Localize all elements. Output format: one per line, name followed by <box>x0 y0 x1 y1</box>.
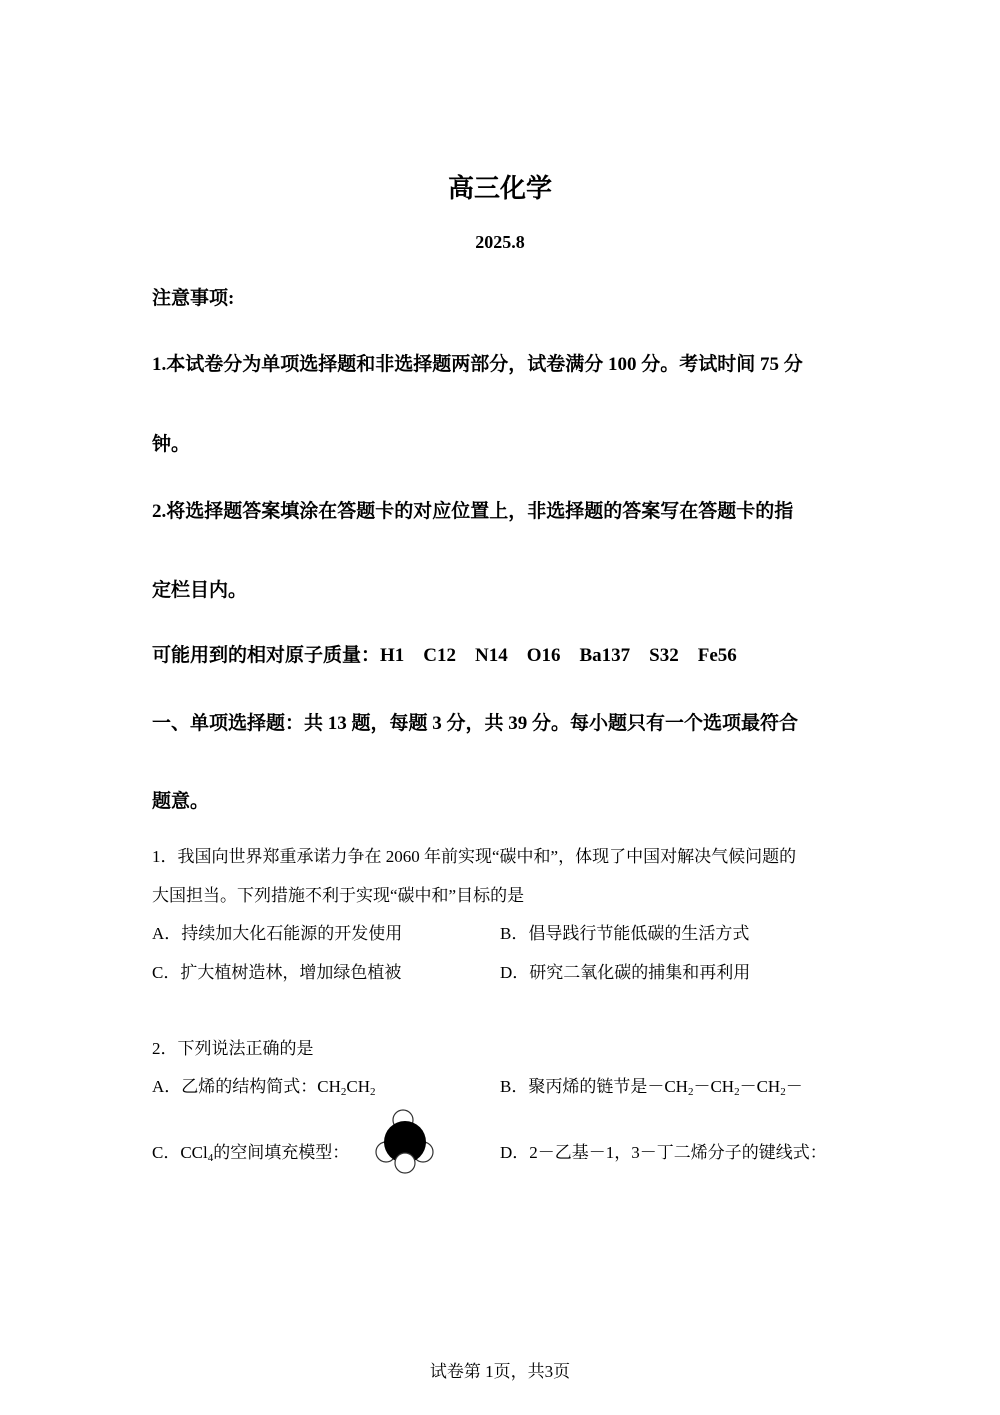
q1-stem-line-1: 1．我国向世界郑重承诺力争在 2060 年前实现“碳中和”，体现了中国对解决气候问题的 <box>152 847 797 866</box>
section-1-heading-line-2: 题意。 <box>152 791 210 812</box>
q2-option-c-prefix: C．CCl <box>152 1143 208 1162</box>
formula-ch: CH <box>664 1077 688 1096</box>
exam-date: 2025.8 <box>475 232 525 252</box>
q1-option-d: D．研究二氧化碳的捕集和再利用 <box>500 963 751 982</box>
subscript: 4 <box>207 1152 214 1164</box>
subscript: 2 <box>734 1086 740 1098</box>
notice-item-1-line-2: 钟。 <box>152 434 191 455</box>
q2-option-b-prefix: B．聚丙烯的链节是－ <box>500 1077 665 1096</box>
subscript: 2 <box>687 1086 694 1098</box>
formula-dash: － <box>785 1077 803 1096</box>
space-filling-model-image <box>372 1106 438 1176</box>
q2-option-c-suffix: 的空间填充模型： <box>213 1143 350 1162</box>
notice-item-2-line-1: 2.将选择题答案填涂在答题卡的对应位置上，非选择题的答案写在答题卡的指 <box>152 501 794 522</box>
q1-option-a: A．持续加大化石能源的开发使用 <box>152 924 403 943</box>
q1-stem-line-2: 大国担当。下列措施不利于实现“碳中和”目标的是 <box>152 886 525 905</box>
page-footer: 试卷第 1页，共3页 <box>429 1362 571 1381</box>
q2-option-b <box>500 1072 803 1098</box>
notice-item-1-line-1: 1.本试卷分为单项选择题和非选择题两部分，试卷满分 100 分。考试时间 75 分 <box>152 354 803 375</box>
subscript: 2 <box>370 1086 376 1098</box>
section-1-heading-line-1: 一、单项选择题：共 13 题，每题 3 分，共 39 分。每小题只有一个选项最符合 <box>152 713 799 734</box>
formula-ch: －CH <box>739 1077 781 1096</box>
q2-stem: 2．下列说法正确的是 <box>152 1039 314 1058</box>
formula-ch: －CH <box>693 1077 735 1096</box>
q2-option-c <box>152 1138 349 1164</box>
page-title: 高三化学 <box>447 174 552 204</box>
q2-option-a <box>152 1072 376 1098</box>
subscript: 2 <box>340 1086 347 1098</box>
formula-ch: CH <box>317 1077 341 1096</box>
notice-heading: 注意事项: <box>152 288 235 309</box>
formula-ch: CH <box>346 1077 371 1096</box>
q1-option-c: C．扩大植树造林，增加绿色植被 <box>152 963 402 982</box>
q2-option-a-prefix: A．乙烯的结构简式： <box>152 1077 318 1096</box>
atomic-masses: 可能用到的相对原子质量：H1 C12 N14 O16 Ba137 S32 Fe56 <box>152 645 737 666</box>
subscript: 2 <box>780 1086 786 1098</box>
notice-item-2-line-2: 定栏目内。 <box>152 580 248 601</box>
q1-option-b: B．倡导践行节能低碳的生活方式 <box>500 924 750 943</box>
q2-option-d: D．2－乙基－1，3－丁二烯分子的键线式： <box>500 1143 827 1162</box>
